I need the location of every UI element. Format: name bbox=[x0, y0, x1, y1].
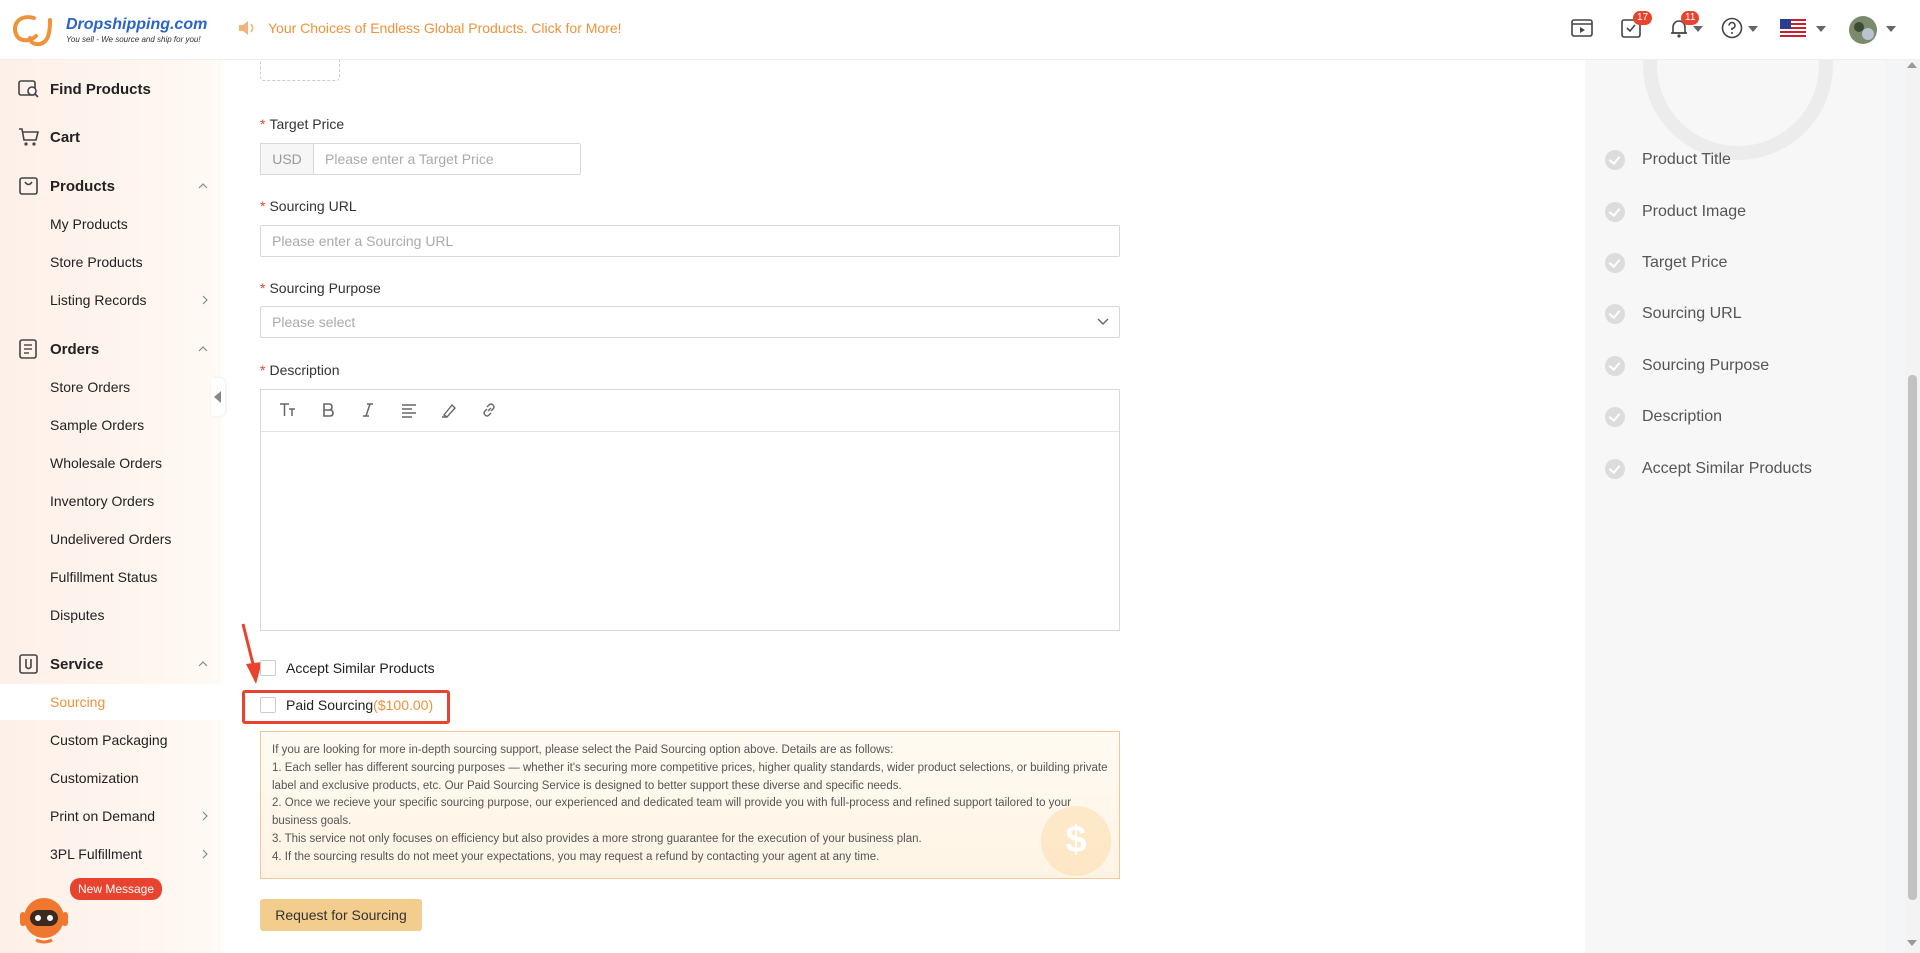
currency-addon: USD bbox=[260, 143, 314, 175]
sidebar-label: Disputes bbox=[50, 607, 105, 623]
announcement-text: Your Choices of Endless Global Products. Click for More! bbox=[268, 20, 622, 36]
sidebar-item-custom-packaging[interactable] bbox=[0, 722, 222, 758]
info-line: 2. Once we recieve your specific sourcing purpose, our experienced and dedicated team will provide you with full-process and refined support tailored to your business goals. bbox=[272, 797, 1072, 828]
notification-badge: 11 bbox=[1681, 11, 1699, 25]
description-label: * Description bbox=[260, 362, 340, 378]
us-flag-icon[interactable] bbox=[1780, 19, 1806, 42]
products-icon bbox=[18, 176, 40, 201]
chevron-right-icon bbox=[202, 811, 208, 821]
step-label: Product Title bbox=[1642, 151, 1731, 168]
sidebar-label: Find Products bbox=[50, 80, 151, 98]
sidebar-item-find-products[interactable] bbox=[0, 70, 222, 108]
sidebar-label: Service bbox=[50, 655, 104, 673]
info-line: 1. Each seller has different sourcing purposes — whether it's securing more competitive prices, higher quality standards, wider product selections, or building private label and exclusive products, etc. Our Paid Sourcing Service is designed to better support these diverse and specific needs. bbox=[272, 761, 1108, 792]
font-size-icon[interactable] bbox=[279, 402, 297, 418]
paid-sourcing-checkbox-row[interactable] bbox=[260, 697, 433, 713]
check-circle-icon bbox=[1605, 356, 1625, 376]
sidebar-item-inventory-orders[interactable] bbox=[0, 483, 222, 519]
task-badge: 17 bbox=[1633, 11, 1652, 25]
progress-panel bbox=[1585, 60, 1885, 953]
chevron-up-icon bbox=[198, 346, 208, 352]
sourcing-purpose-select[interactable] bbox=[260, 306, 1120, 338]
sidebar-item-undelivered-orders[interactable] bbox=[0, 521, 222, 557]
chevron-right-icon bbox=[202, 295, 208, 305]
sidebar-item-wholesale-orders[interactable] bbox=[0, 445, 222, 481]
sidebar-label: Store Orders bbox=[50, 379, 131, 395]
check-circle-icon bbox=[1605, 202, 1625, 222]
top-header bbox=[0, 0, 1920, 60]
sidebar-item-listing-records[interactable] bbox=[0, 282, 222, 318]
help-icon[interactable] bbox=[1720, 16, 1744, 45]
help-dropdown-caret[interactable] bbox=[1748, 26, 1758, 32]
paid-sourcing-checkbox[interactable] bbox=[260, 697, 276, 713]
step-product-title[interactable] bbox=[1605, 150, 1731, 170]
chevron-up-icon bbox=[198, 661, 208, 667]
target-price-input[interactable]: Please enter a Target Price bbox=[313, 143, 581, 175]
sidebar-label: 3PL Fulfillment bbox=[50, 846, 143, 862]
step-label: Target Price bbox=[1642, 254, 1728, 271]
step-accept-similar[interactable] bbox=[1605, 459, 1812, 479]
check-circle-icon bbox=[1605, 407, 1625, 427]
scrollbar-thumb[interactable] bbox=[1908, 375, 1917, 900]
sidebar-label: Sample Orders bbox=[50, 417, 145, 433]
paid-sourcing-info bbox=[260, 731, 1120, 879]
sidebar-item-3pl-fulfillment[interactable] bbox=[0, 836, 222, 872]
sidebar-label: Inventory Orders bbox=[50, 493, 155, 509]
align-icon[interactable] bbox=[401, 402, 417, 418]
sidebar-label: Print on Demand bbox=[50, 808, 156, 824]
sidebar-label: Listing Records bbox=[50, 292, 147, 308]
sidebar-item-fulfillment-status[interactable] bbox=[0, 559, 222, 595]
sourcing-url-label: * Sourcing URL bbox=[260, 198, 357, 214]
logo-brand: Dropshipping.com bbox=[66, 15, 208, 33]
find-products-icon bbox=[18, 79, 40, 104]
sidebar bbox=[0, 60, 222, 953]
sidebar-item-sourcing[interactable] bbox=[0, 684, 222, 720]
chat-robot-icon[interactable] bbox=[14, 888, 72, 946]
sidebar-item-cart[interactable] bbox=[0, 118, 222, 156]
editor-toolbar bbox=[261, 390, 1119, 432]
check-circle-icon bbox=[1605, 304, 1625, 324]
sidebar-label: Fulfillment Status bbox=[50, 569, 158, 585]
sidebar-label: Undelivered Orders bbox=[50, 531, 172, 547]
cart-icon bbox=[18, 127, 40, 152]
sidebar-group-orders[interactable] bbox=[0, 330, 222, 368]
avatar[interactable] bbox=[1848, 15, 1878, 50]
step-label: Description bbox=[1642, 408, 1723, 425]
paid-sourcing-label: Paid Sourcing bbox=[286, 697, 374, 713]
sidebar-label: Customization bbox=[50, 770, 139, 786]
video-icon[interactable] bbox=[1570, 16, 1594, 45]
step-sourcing-url[interactable] bbox=[1605, 304, 1742, 324]
step-label: Sourcing Purpose bbox=[1642, 357, 1770, 374]
logo-tagline: You sell - We source and ship for you! bbox=[66, 34, 201, 44]
speaker-icon bbox=[238, 20, 256, 36]
logo[interactable] bbox=[10, 10, 220, 50]
bell-icon[interactable] bbox=[1667, 12, 1696, 45]
italic-icon[interactable] bbox=[361, 402, 375, 418]
link-icon[interactable] bbox=[481, 402, 497, 418]
chevron-up-icon bbox=[198, 183, 208, 189]
check-circle-icon bbox=[1605, 150, 1625, 170]
scroll-down-icon[interactable] bbox=[1907, 940, 1917, 946]
bell-dropdown-caret[interactable] bbox=[1693, 26, 1703, 32]
sidebar-label: Store Products bbox=[50, 254, 143, 270]
sidebar-label: My Products bbox=[50, 216, 128, 232]
service-icon bbox=[18, 654, 40, 679]
step-sourcing-purpose[interactable] bbox=[1605, 356, 1769, 376]
sidebar-collapse-button[interactable] bbox=[211, 378, 225, 416]
avatar-dropdown-caret[interactable] bbox=[1886, 26, 1896, 32]
info-line: 3. This service not only focuses on efficiency but also provides a more strong guarantee for the execution of your business plan. bbox=[272, 832, 922, 845]
sidebar-label: Products bbox=[50, 177, 116, 195]
dollar-coin-icon: $ bbox=[1041, 806, 1111, 876]
select-placeholder: Please select bbox=[272, 314, 356, 330]
cj-logo-icon bbox=[10, 10, 64, 50]
sidebar-group-products[interactable] bbox=[0, 167, 222, 205]
target-price-label: * Target Price bbox=[260, 116, 345, 132]
step-label: Sourcing URL bbox=[1642, 305, 1742, 322]
accept-similar-label: Accept Similar Products bbox=[286, 660, 435, 676]
sourcing-purpose-label: * Sourcing Purpose bbox=[260, 280, 381, 296]
step-product-image[interactable] bbox=[1605, 202, 1746, 222]
bold-icon[interactable] bbox=[321, 402, 335, 418]
sidebar-label: Sourcing bbox=[50, 694, 106, 710]
info-line: 4. If the sourcing results do not meet your expectations, you may request a refund by contacting your agent at any time. bbox=[272, 850, 880, 863]
step-label: Product Image bbox=[1642, 203, 1747, 220]
sidebar-group-service[interactable] bbox=[0, 645, 222, 683]
accept-similar-checkbox-row[interactable] bbox=[260, 660, 435, 676]
sidebar-label: Wholesale Orders bbox=[50, 455, 163, 471]
sidebar-label: Custom Packaging bbox=[50, 732, 168, 748]
sidebar-item-store-orders[interactable] bbox=[0, 369, 222, 405]
sidebar-item-disputes[interactable] bbox=[0, 597, 222, 633]
info-line: If you are looking for more in-depth sourcing support, please select the Paid Sourcing option above. Details are as follows: bbox=[272, 744, 894, 756]
orders-icon bbox=[18, 339, 40, 364]
new-message-badge[interactable]: New Message bbox=[70, 878, 162, 900]
sidebar-label: Cart bbox=[50, 128, 81, 146]
step-description[interactable] bbox=[1605, 407, 1722, 427]
sidebar-item-customization[interactable] bbox=[0, 760, 222, 796]
language-dropdown-caret[interactable] bbox=[1816, 26, 1826, 32]
description-editor[interactable] bbox=[260, 389, 1120, 631]
scroll-up-icon[interactable] bbox=[1907, 62, 1917, 68]
task-icon[interactable] bbox=[1619, 12, 1649, 45]
chevron-right-icon bbox=[202, 849, 208, 859]
check-circle-icon bbox=[1605, 253, 1625, 273]
paid-sourcing-price: ($100.00) bbox=[373, 697, 434, 713]
accept-similar-checkbox[interactable] bbox=[260, 660, 276, 676]
step-label: Accept Similar Products bbox=[1642, 460, 1812, 477]
highlighter-icon[interactable] bbox=[441, 402, 457, 418]
chevron-down-icon bbox=[1097, 318, 1109, 326]
request-for-sourcing-button[interactable]: Request for Sourcing bbox=[260, 899, 422, 931]
sidebar-item-my-products[interactable] bbox=[0, 206, 222, 242]
step-target-price[interactable] bbox=[1605, 253, 1727, 273]
sidebar-label: Orders bbox=[50, 340, 100, 358]
sidebar-item-store-products[interactable] bbox=[0, 244, 222, 280]
announcement-bar[interactable] bbox=[238, 20, 622, 36]
annotation-arrow-icon bbox=[240, 622, 270, 686]
sidebar-item-print-on-demand[interactable] bbox=[0, 798, 222, 834]
sourcing-url-input[interactable]: Please enter a Sourcing URL bbox=[260, 225, 1120, 257]
sidebar-item-sample-orders[interactable] bbox=[0, 407, 222, 443]
check-circle-icon bbox=[1605, 459, 1625, 479]
